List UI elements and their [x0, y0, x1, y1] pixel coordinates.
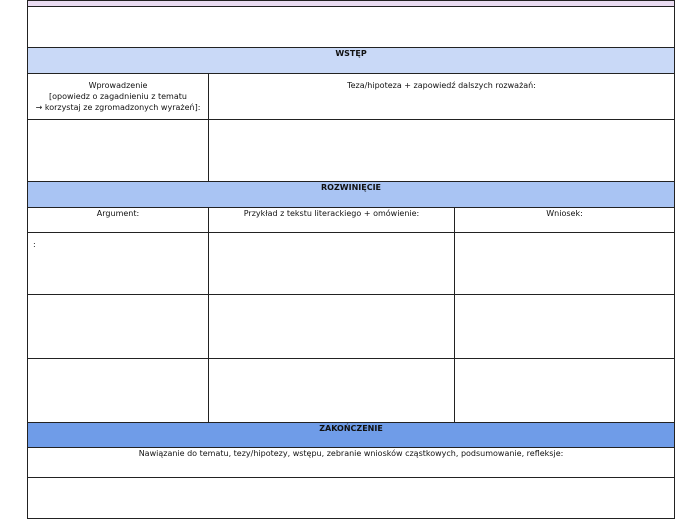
essay-plan-sheet — [27, 0, 674, 519]
conclusion-cell-1[interactable] — [455, 233, 675, 295]
thesis-label-cell: Teza/hipoteza + zapowiedź dalszych rozważań: — [209, 74, 675, 120]
intro-header-row — [28, 48, 675, 74]
intro-label-line-3: → korzystaj ze zgromadzonych wyrażeń]: — [35, 103, 201, 112]
conclusion-label-cell: Nawiązanie do tematu, tezy/hipotezy, wstępu, zebranie wniosków cząstkowych, podsumowanie, refleksje: — [28, 448, 675, 478]
body-heading: ROZWINIĘCIE — [28, 182, 675, 208]
body-header-row — [28, 182, 675, 208]
intro-write-cell[interactable] — [28, 120, 209, 182]
argument-row-2 — [28, 295, 675, 359]
intro-label-cell — [28, 74, 209, 120]
conclusion-header-row — [28, 423, 675, 448]
body-label-row — [28, 208, 675, 233]
conclusion-cell-3[interactable] — [455, 359, 675, 423]
essay-plan-table — [27, 0, 675, 519]
argument-label: Argument: — [28, 208, 209, 233]
conclusion-heading: ZAKOŃCZENIE — [28, 423, 675, 448]
title-blank-cell[interactable] — [28, 7, 675, 48]
example-cell-3[interactable] — [209, 359, 455, 423]
conclusion-write-cell[interactable] — [28, 478, 675, 519]
argument-row-3 — [28, 359, 675, 423]
conclusion-write-row — [28, 478, 675, 519]
argument-cell-2[interactable] — [28, 295, 209, 359]
title-write-area — [28, 7, 675, 48]
intro-heading: WSTĘP — [28, 48, 675, 74]
conclusion-label: Wniosek: — [455, 208, 675, 233]
intro-write-row — [28, 120, 675, 182]
example-label: Przykład z tekstu literackiego + omówienie: — [209, 208, 455, 233]
intro-label-line-2: [opowiedz o zagadnieniu z tematu — [49, 92, 187, 101]
thesis-write-cell[interactable] — [209, 120, 675, 182]
argument-cell-3[interactable] — [28, 359, 209, 423]
argument-row-1 — [28, 233, 675, 295]
conclusion-label-row — [28, 448, 675, 478]
example-cell-2[interactable] — [209, 295, 455, 359]
argument-cell-1[interactable]: : — [28, 233, 209, 295]
conclusion-cell-2[interactable] — [455, 295, 675, 359]
intro-label-line-1: Wprowadzenie — [88, 81, 148, 90]
intro-label-row — [28, 74, 675, 120]
example-cell-1[interactable] — [209, 233, 455, 295]
